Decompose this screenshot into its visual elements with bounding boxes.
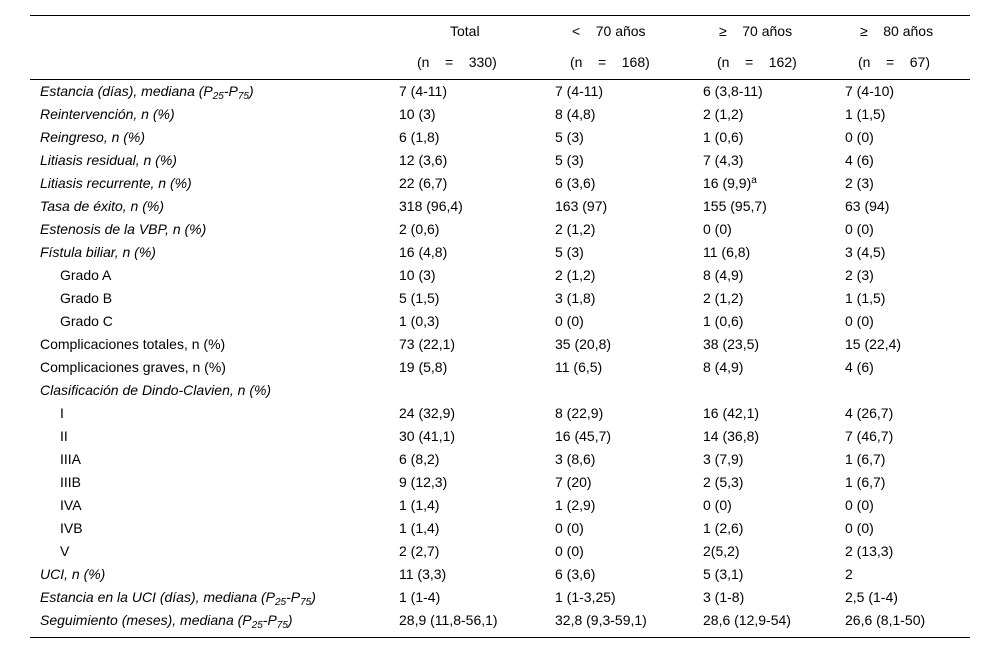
table-cell	[845, 103, 885, 126]
table-cell	[555, 333, 611, 356]
cell-value: 5 (3)	[555, 244, 584, 260]
table-cell	[555, 80, 603, 103]
table-cell	[399, 149, 447, 172]
cell-value: 2 (2,7)	[399, 543, 440, 559]
table-cell	[399, 241, 447, 264]
table-cell	[703, 149, 743, 172]
cell-value: 22 (6,7)	[399, 175, 448, 191]
cell-value: 6 (3,8-11)	[703, 83, 763, 99]
table-cell	[555, 471, 592, 494]
table-cell	[845, 517, 874, 540]
row-label-text: Estenosis de la VBP, n (%)	[40, 221, 207, 237]
cell-value: 28,6 (12,9-54)	[703, 612, 791, 628]
table-cell	[555, 425, 611, 448]
cell-value: 1 (1,4)	[399, 520, 440, 536]
table-cell	[703, 494, 732, 517]
label-end: )	[249, 83, 254, 99]
cell-value: 0 (0)	[555, 520, 584, 536]
cell-value: 8 (4,9)	[703, 359, 744, 375]
table-cell	[555, 563, 595, 586]
table-cell	[399, 425, 455, 448]
row-label	[40, 379, 271, 402]
table-cell	[555, 448, 595, 471]
row-label	[40, 80, 254, 103]
table-cell	[703, 425, 759, 448]
table-cell	[703, 218, 732, 241]
cell-value: 7 (4-11)	[399, 83, 447, 99]
table-row	[30, 563, 970, 586]
table-cell	[399, 471, 447, 494]
table-cell	[845, 80, 894, 103]
subscript: 25	[251, 620, 263, 631]
table-cell	[555, 241, 584, 264]
cell-value: 0 (0)	[555, 543, 584, 559]
table-cell	[399, 172, 447, 195]
table-cell	[845, 333, 901, 356]
row-label	[40, 356, 226, 379]
cell-value: 155 (95,7)	[703, 198, 767, 214]
table-cell	[399, 402, 455, 425]
cell-value: 19 (5,8)	[399, 359, 448, 375]
table-cell	[845, 586, 898, 609]
cell-value: 3 (1,8)	[555, 290, 596, 306]
table-cell	[555, 586, 616, 609]
cell-value: 0 (0)	[845, 520, 874, 536]
table-cell	[399, 333, 455, 356]
table-cell	[703, 356, 743, 379]
cell-value: 2,5 (1-4)	[845, 589, 898, 605]
table-cell	[703, 80, 763, 103]
table-cell	[399, 540, 439, 563]
cell-value: 2	[845, 566, 853, 582]
table-row	[30, 540, 970, 563]
cell-value: 3 (7,9)	[703, 451, 744, 467]
cell-value: 318 (96,4)	[399, 198, 463, 214]
cell-value: 0 (0)	[845, 129, 874, 145]
table-row	[30, 241, 970, 264]
cell-value: 11 (6,5)	[555, 359, 603, 375]
row-label-text: Complicaciones totales, n (%)	[40, 336, 226, 352]
cell-value: 1 (1-4)	[399, 589, 441, 605]
row-label	[40, 149, 177, 172]
row-label-text: Grado B	[60, 290, 113, 306]
cell-value: 15 (22,4)	[845, 336, 902, 352]
table-row	[30, 149, 970, 172]
row-label	[60, 264, 111, 287]
row-label	[60, 448, 81, 471]
table-cell	[845, 402, 893, 425]
cell-value: 9 (12,3)	[399, 474, 448, 490]
cell-value: 10 (3)	[399, 106, 436, 122]
cell-value: 1 (0,6)	[703, 129, 744, 145]
table-cell	[399, 80, 447, 103]
table-row	[30, 471, 970, 494]
row-label-text: Reingreso, n (%)	[40, 129, 146, 145]
row-label-text: V	[60, 543, 70, 559]
label-mid: -P	[262, 612, 277, 628]
row-label	[40, 563, 105, 586]
row-label-text: IIIB	[60, 474, 82, 490]
cell-value: 8 (22,9)	[555, 405, 604, 421]
label-end: )	[311, 589, 316, 605]
col-over80-title: ≥ 80 años	[860, 23, 934, 39]
table-cell	[399, 126, 439, 149]
subscript: 75	[300, 597, 312, 608]
row-label-text: II	[60, 428, 68, 444]
table-row	[30, 333, 970, 356]
cell-value: 32,8 (9,3-59,1)	[555, 612, 647, 628]
table-cell	[845, 425, 893, 448]
row-label	[40, 172, 192, 195]
col-total-title: Total	[450, 23, 480, 39]
table-cell	[399, 609, 498, 632]
cell-value: 8 (4,8)	[555, 106, 596, 122]
row-label-text: IVB	[60, 520, 83, 536]
cell-value: 2 (3)	[845, 267, 874, 283]
cell-value: 0 (0)	[555, 313, 584, 329]
cell-value: 1 (1,5)	[845, 290, 886, 306]
table-cell	[703, 103, 743, 126]
table-cell	[845, 264, 874, 287]
col-over80-n: (n = 67)	[858, 54, 930, 70]
cell-value: 1 (0,6)	[703, 313, 744, 329]
table-top-rule	[30, 15, 970, 16]
table-cell	[555, 103, 595, 126]
table-row	[30, 126, 970, 149]
row-label-text: Estancia (días), mediana (P	[40, 83, 213, 99]
row-label-text: UCI, n (%)	[40, 566, 106, 582]
table-cell	[845, 563, 853, 586]
cell-value: 1 (0,3)	[399, 313, 440, 329]
cell-value: 163 (97)	[555, 198, 608, 214]
col-under70-title: < 70 años	[572, 23, 646, 39]
footnote-marker: a	[751, 175, 757, 186]
row-label	[60, 517, 83, 540]
table-cell	[399, 310, 439, 333]
table-cell	[703, 448, 743, 471]
row-label	[40, 333, 225, 356]
table-cell	[845, 218, 874, 241]
row-label-text: IVA	[60, 497, 82, 513]
cell-value: 4 (6)	[845, 152, 874, 168]
cell-value: 14 (36,8)	[703, 428, 760, 444]
table-cell	[703, 517, 743, 540]
table-cell	[703, 310, 743, 333]
cell-value: 5 (3)	[555, 129, 584, 145]
row-label-text: IIIA	[60, 451, 82, 467]
table-cell	[703, 563, 743, 586]
table-cell	[399, 264, 436, 287]
table-cell	[555, 494, 595, 517]
table-row	[30, 195, 970, 218]
cell-value: 5 (3)	[555, 152, 584, 168]
table-cell	[555, 356, 602, 379]
cell-value: 16 (4,8)	[399, 244, 448, 260]
cell-value: 0 (0)	[703, 221, 732, 237]
table-cell	[845, 471, 885, 494]
table-cell	[703, 402, 759, 425]
row-label-text: Litiasis residual, n (%)	[40, 152, 177, 168]
row-label-text: Tasa de éxito, n (%)	[40, 198, 164, 214]
table-cell	[703, 586, 744, 609]
row-label	[40, 241, 156, 264]
table-cell	[703, 609, 791, 632]
table-cell	[555, 149, 584, 172]
cell-value: 30 (41,1)	[399, 428, 456, 444]
table-cell	[399, 586, 440, 609]
table-row	[30, 448, 970, 471]
table-row	[30, 218, 970, 241]
table-bottom-rule	[30, 637, 970, 638]
table-cell	[703, 333, 759, 356]
table-cell	[399, 448, 439, 471]
cell-value: 2(5,2)	[703, 543, 740, 559]
subscript: 25	[212, 91, 224, 102]
cell-value: 38 (23,5)	[703, 336, 760, 352]
row-label-text: Seguimiento (meses), mediana (P	[40, 612, 252, 628]
table-cell	[555, 264, 595, 287]
table-cell	[555, 126, 584, 149]
cell-value: 0 (0)	[703, 497, 732, 513]
table-cell	[845, 310, 874, 333]
table-cell	[555, 287, 595, 310]
row-label-text: Litiasis recurrente, n (%)	[40, 175, 192, 191]
table-cell	[399, 218, 439, 241]
cell-value: 73 (22,1)	[399, 336, 456, 352]
table-cell	[845, 195, 889, 218]
cell-value: 4 (6)	[845, 359, 874, 375]
row-label	[40, 586, 316, 609]
cell-value: 7 (46,7)	[845, 428, 894, 444]
subscript: 75	[237, 91, 249, 102]
cell-value: 1 (1-3,25)	[555, 589, 616, 605]
cell-value: 0 (0)	[845, 497, 874, 513]
row-label-text: Reintervención, n (%)	[40, 106, 175, 122]
table-cell	[703, 287, 743, 310]
table-cell	[399, 356, 447, 379]
cell-value: 2 (1,2)	[703, 106, 744, 122]
cell-value: 2 (1,2)	[555, 267, 596, 283]
table-row	[30, 356, 970, 379]
cell-value: 2 (13,3)	[845, 543, 894, 559]
cell-value: 2 (1,2)	[555, 221, 596, 237]
row-label	[40, 609, 293, 632]
cell-value: 2 (3)	[845, 175, 874, 191]
cell-value: 8 (4,9)	[703, 267, 744, 283]
table-cell	[845, 494, 874, 517]
cell-value: 5 (1,5)	[399, 290, 440, 306]
col-total-n: (n = 330)	[417, 54, 497, 70]
cell-value: 5 (3,1)	[703, 566, 744, 582]
table-cell	[845, 540, 893, 563]
table-cell	[399, 494, 439, 517]
table-cell	[845, 149, 874, 172]
cell-value: 1 (6,7)	[845, 451, 886, 467]
cell-value: 1 (1,4)	[399, 497, 440, 513]
row-label	[40, 218, 206, 241]
row-label-text: Fístula biliar, n (%)	[40, 244, 156, 260]
table-cell	[399, 103, 436, 126]
cell-value: 63 (94)	[845, 198, 890, 214]
cell-value: 1 (6,7)	[845, 474, 886, 490]
label-end: )	[287, 612, 293, 628]
col-under70-n: (n = 168)	[570, 54, 650, 70]
row-label-text: Clasificación de Dindo-Clavien, n (%)	[40, 382, 272, 398]
cell-value: 0 (0)	[845, 313, 874, 329]
table-row	[30, 402, 970, 425]
table-cell	[845, 609, 925, 632]
table-cell	[703, 172, 757, 195]
table-cell	[703, 264, 743, 287]
table-row	[30, 310, 970, 333]
row-label-text: Grado A	[60, 267, 112, 283]
cell-value: 7 (4,3)	[703, 152, 744, 168]
cell-value: 6 (3,6)	[555, 175, 596, 191]
row-label	[40, 195, 164, 218]
table-cell	[845, 241, 885, 264]
table-cell	[399, 563, 446, 586]
table-cell	[845, 126, 874, 149]
row-label	[60, 425, 68, 448]
cell-value: 6 (1,8)	[399, 129, 440, 145]
cell-value: 26,6 (8,1-50)	[845, 612, 926, 628]
cell-value: 3 (1-8)	[703, 589, 745, 605]
table-row	[30, 494, 970, 517]
cell-value: 12 (3,6)	[399, 152, 448, 168]
row-label	[60, 310, 113, 333]
cell-value: 2 (1,2)	[703, 290, 744, 306]
table-cell	[845, 356, 874, 379]
col-over70-n: (n = 162)	[717, 54, 797, 70]
table-row	[30, 103, 970, 126]
table-row	[30, 425, 970, 448]
table-cell	[703, 126, 743, 149]
table-row	[30, 517, 970, 540]
table-cell	[555, 517, 584, 540]
table-cell	[703, 471, 743, 494]
cell-value: 6 (3,6)	[555, 566, 596, 582]
cell-value: 7 (20)	[555, 474, 592, 490]
row-label-text: Complicaciones graves, n (%)	[40, 359, 226, 375]
table-cell	[399, 517, 439, 540]
table-row	[30, 172, 970, 195]
cell-value: 4 (26,7)	[845, 405, 894, 421]
cell-value: 2 (0,6)	[399, 221, 440, 237]
row-label-text: Estancia en la UCI (días), mediana (P	[40, 589, 275, 605]
cell-value: 35 (20,8)	[555, 336, 612, 352]
table-cell	[555, 195, 607, 218]
cell-value: 1 (2,9)	[555, 497, 596, 513]
table-cell	[399, 287, 439, 310]
row-label	[60, 402, 64, 425]
table-cell	[555, 402, 603, 425]
cell-value: 3 (8,6)	[555, 451, 596, 467]
table-row	[30, 586, 970, 609]
cell-value: 16 (9,9)	[703, 175, 752, 191]
row-label	[60, 494, 82, 517]
cell-value: 1 (2,6)	[703, 520, 744, 536]
table-cell	[703, 195, 767, 218]
table-cell	[555, 218, 595, 241]
row-label	[60, 471, 81, 494]
table-cell	[555, 310, 584, 333]
table-cell	[703, 540, 740, 563]
cell-value: 0 (0)	[845, 221, 874, 237]
cell-value: 24 (32,9)	[399, 405, 456, 421]
cell-value: 2 (5,3)	[703, 474, 744, 490]
table-row	[30, 287, 970, 310]
cell-value: 16 (42,1)	[703, 405, 760, 421]
table-cell	[845, 448, 885, 471]
subscript: 75	[276, 620, 288, 631]
row-label-text: I	[60, 405, 64, 421]
table-cell	[399, 195, 463, 218]
row-label	[40, 103, 175, 126]
cell-value: 3 (4,5)	[845, 244, 886, 260]
cell-value: 16 (45,7)	[555, 428, 612, 444]
cell-value: 7 (4-11)	[555, 83, 603, 99]
cell-value: 28,9 (11,8-56,1)	[399, 612, 498, 628]
cell-value: 6 (8,2)	[399, 451, 440, 467]
row-label-text: Grado C	[60, 313, 113, 329]
col-over70-title: ≥ 70 años	[719, 23, 793, 39]
cell-value: 11 (6,8)	[703, 244, 751, 260]
row-label	[60, 540, 69, 563]
label-mid: -P	[223, 83, 238, 99]
table-row	[30, 379, 970, 402]
subscript: 25	[275, 597, 287, 608]
label-mid: -P	[286, 589, 301, 605]
table-cell	[555, 172, 595, 195]
table-cell	[555, 540, 584, 563]
cell-value: 11 (3,3)	[399, 566, 447, 582]
table-row	[30, 264, 970, 287]
table-cell	[555, 609, 647, 632]
table-row	[30, 609, 970, 632]
cell-value: 7 (4-10)	[845, 83, 895, 99]
table-row	[30, 80, 970, 103]
cell-value: 1 (1,5)	[845, 106, 886, 122]
row-label	[60, 287, 112, 310]
cell-value: 10 (3)	[399, 267, 436, 283]
table-cell	[845, 287, 885, 310]
row-label	[40, 126, 145, 149]
table-cell	[845, 172, 874, 195]
table-cell	[703, 241, 750, 264]
